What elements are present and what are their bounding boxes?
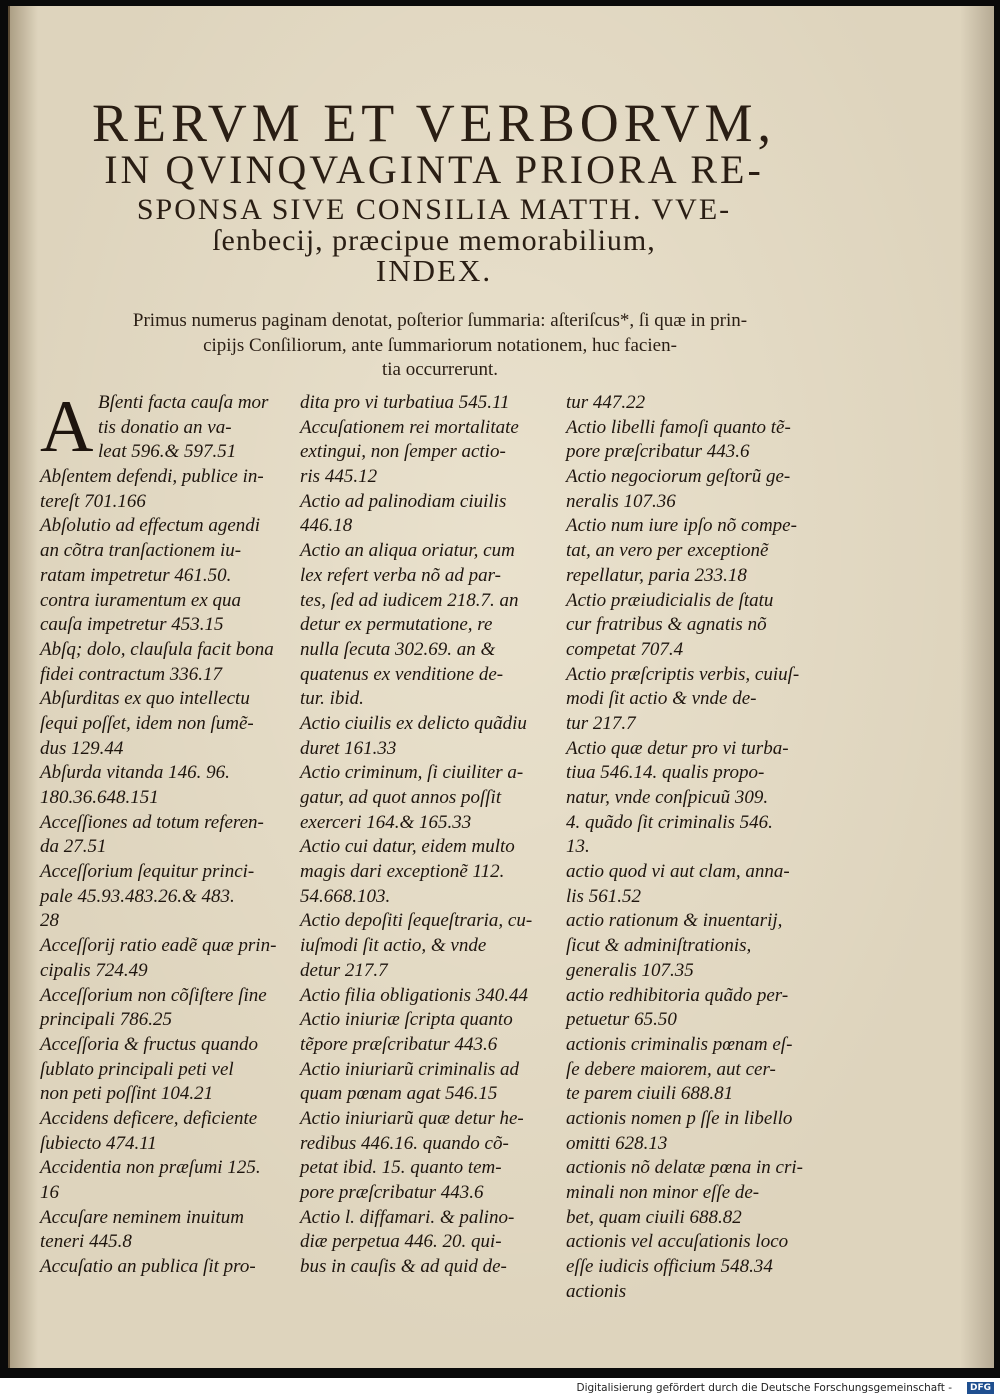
book-page [8, 6, 994, 1368]
index-entry-line: Acceſſiones ad totum referen- [40, 811, 264, 833]
index-entry-line: Abſq; dolo, clauſula facit bona [40, 638, 274, 660]
index-entry-line: non peti poſſint 104.21 [40, 1083, 214, 1105]
index-entry-line: tiua 546.14. qualis propo- [566, 762, 765, 784]
index-entry-line: ſe debere maiorem, aut cer- [566, 1058, 776, 1080]
drop-cap-letter: A [40, 386, 94, 468]
index-entry-line: Actio negociorum geſtorũ ge- [566, 466, 791, 488]
index-entry-line: neralis 107.36 [566, 490, 676, 512]
index-entry-line: detur ex permutatione, re [300, 614, 493, 636]
index-entry-line: actionis [566, 1280, 627, 1302]
index-entry-line: pale 45.93.483.26.& 483. [40, 885, 235, 907]
index-entry-line: 13. [566, 836, 590, 858]
digitization-footer [0, 1378, 1000, 1399]
index-entry-line: tẽpore præſcribatur 443.6 [300, 1033, 498, 1055]
index-entry-line: Actio iniuriarũ quæ detur he- [300, 1107, 524, 1129]
index-entry-line: an cõtra tranſactionem iu- [40, 540, 242, 562]
index-entry-line: iuſmodi ſit actio, & vnde [300, 935, 487, 957]
index-entry-line: Accidentia non præſumi 125. [40, 1157, 261, 1179]
index-entry-line: diæ perpetua 446. 20. qui- [300, 1231, 502, 1253]
index-entry-line: tis donatio an va- [98, 416, 232, 438]
index-entry-line: redibus 446.16. quando cõ- [300, 1132, 509, 1154]
index-title-line-4: ſenbecij, præcipue memorabilium, [212, 224, 656, 257]
index-entry-line: Accuſatio an publica ſit pro- [40, 1256, 256, 1278]
index-entry-line: actionis nomen p ſſe in libello [566, 1107, 793, 1129]
index-entry-line: quam pœnam agat 546.15 [300, 1083, 498, 1105]
index-entry-line: petuetur 65.50 [566, 1009, 677, 1031]
index-entry-line: actio quod vi aut clam, anna- [566, 861, 790, 883]
index-title-line-1: RERVM ET VERBORVM, [92, 93, 776, 153]
index-entry-line: Actio filia obligationis 340.44 [300, 984, 528, 1006]
index-entry-line: Acceſſorij ratio eadẽ quæ prin- [40, 935, 277, 957]
index-entry-line: Accuſare neminem inuitum [40, 1206, 245, 1228]
index-entry-line: tes, ſed ad iudicem 218.7. an [300, 589, 519, 611]
index-entry-line: bet, quam ciuili 688.82 [566, 1206, 742, 1228]
index-entry-line: Actio num iure ipſo nõ compe- [566, 515, 797, 537]
index-entry-line: dita pro vi turbatiua 545.11 [300, 392, 510, 413]
index-entry-line: Acceſſoria & fructus quando [40, 1033, 258, 1055]
index-entry-line: cipalis 724.49 [40, 959, 148, 981]
index-entry-line: repellatur, paria 233.18 [566, 564, 747, 586]
index-entry-line: Acceſſorium ſequitur princi- [40, 861, 255, 883]
index-entry-line: Actio l. diffamari. & palino- [300, 1206, 515, 1228]
index-note-line-3: tia occurrerunt. [381, 359, 499, 380]
index-entry-line: principali 786.25 [40, 1009, 172, 1031]
index-entry-line: ſequi poſſet, idem non ſumẽ- [40, 712, 254, 734]
index-entry-line: ſicut & adminiſtrationis, [566, 935, 752, 957]
index-entry-line: Abſurditas ex quo intellectu [40, 688, 250, 710]
index-entry-line: eſſe iudicis officium 548.34 [566, 1256, 773, 1278]
index-entry-line: te parem ciuili 688.81 [566, 1083, 734, 1105]
index-entry-line: da 27.51 [40, 836, 107, 858]
index-entry-line: extingui, non ſemper actio- [300, 441, 506, 463]
index-entry-line: Actio depoſiti ſequeſtraria, cu- [300, 910, 533, 932]
index-entry-line: magis dari exceptionẽ 112. [300, 861, 505, 883]
index-entry-line: detur 217.7 [300, 959, 388, 981]
index-entry-line: 446.18 [300, 515, 353, 537]
index-entry-line: Actio iniuriæ ſcripta quanto [300, 1009, 513, 1031]
index-entry-line: tat, an vero per exceptionẽ [566, 540, 769, 562]
index-entry-line: actionis criminalis pœnam eſ- [566, 1033, 793, 1055]
index-title-line-2: IN QVINQVAGINTA PRIORA RE- [104, 147, 764, 192]
index-entry-line: fidei contractum 336.17 [40, 663, 223, 685]
index-entry-line: pore præſcribatur 443.6 [300, 1182, 484, 1203]
index-entry-line: Abſentem defendi, publice in- [40, 466, 264, 488]
index-entry-line: teneri 445.8 [40, 1231, 132, 1253]
index-entry-line: Actio quæ detur pro vi turba- [566, 737, 789, 759]
index-entry-line: modi ſit actio & vnde de- [566, 688, 757, 710]
index-entry-line: Bſenti facta cauſa mor [98, 392, 269, 413]
index-entry-line: lis 561.52 [566, 885, 641, 907]
index-title-line-5: INDEX. [375, 253, 493, 288]
index-entry-line: omitti 628.13 [566, 1132, 668, 1154]
index-entry-line: 4. quãdo ſit criminalis 546. [566, 811, 773, 833]
index-entry-line: bus in cauſis & ad quid de- [300, 1256, 507, 1278]
index-entry-line: cauſa impetretur 453.15 [40, 614, 224, 636]
index-entry-line: Accidens deficere, deficiente [40, 1107, 258, 1129]
index-entry-line: Actio præſcriptis verbis, cuiuſ- [566, 663, 800, 685]
index-entry-line: tur 217.7 [566, 712, 636, 734]
index-entry-line: duret 161.33 [300, 737, 397, 759]
index-entry-line: actio rationum & inuentarij, [566, 910, 783, 932]
index-entry-line: Acceſſorium non cõſiſtere ſine [40, 984, 267, 1006]
index-entry-line: exerceri 164.& 165.33 [300, 811, 472, 833]
index-entry-line: competat 707.4 [566, 638, 684, 660]
index-entry-line: Actio criminum, ſi ciuiliter a- [300, 762, 524, 784]
index-entry-line: tur 447.22 [566, 392, 646, 413]
index-entry-line: Actio iniuriarũ criminalis ad [300, 1058, 520, 1080]
index-entry-line: Actio libelli famoſi quanto tẽ- [566, 416, 791, 438]
index-entry-line: Accuſationem rei mortalitate [300, 416, 519, 438]
index-title-line-3: SPONSA SIVE CONSILIA MATTH. VVE- [136, 193, 732, 226]
index-entry-line: Abſolutio ad effectum agendi [40, 515, 261, 537]
index-entry-line: cur fratribus & agnatis nõ [566, 614, 767, 636]
index-entry-line: actio redhibitoria quãdo per- [566, 984, 789, 1006]
dfg-logo: DFG [967, 1382, 994, 1394]
index-entry-line: 180.36.648.151 [40, 787, 159, 808]
index-entry-line: contra iuramentum ex qua [40, 589, 242, 611]
index-entry-line: Abſurda vitanda 146. 96. [40, 762, 230, 784]
index-entry-line: 28 [40, 910, 59, 932]
dfg-funding-note: Digitalisierung gefördert durch die Deutsche Forschungsgemeinschaft - [576, 1382, 952, 1394]
index-entry-line: minali non minor eſſe de- [566, 1182, 760, 1203]
index-entry-line: leat 596.& 597.51 [98, 441, 237, 463]
index-entry-line: pore præſcribatur 443.6 [566, 441, 750, 463]
index-note-line-2: cipijs Conſiliorum, ante ſummariorum notationem, huc facien- [203, 335, 677, 356]
index-entry-line: Actio præiudicialis de ſtatu [566, 589, 774, 611]
index-entry-line: tur. ibid. [300, 688, 364, 710]
index-entry-line: nulla ſecuta 302.69. an & [300, 638, 496, 660]
index-entry-line: actionis nõ delatæ pœna in cri- [566, 1157, 803, 1179]
index-entry-line: 54.668.103. [300, 885, 391, 907]
index-entry-line: lex refert verba nõ ad par- [300, 564, 502, 586]
index-entry-line: gatur, ad quot annos poſſit [300, 787, 502, 808]
index-entry-line: natur, vnde conſpicuũ 309. [566, 787, 769, 808]
index-note-line-1: Primus numerus paginam denotat, poſterior ſummaria: aſteriſcus*, ſi quæ in prin- [132, 310, 748, 331]
index-entry-line: Actio ciuilis ex delicto quãdiu [300, 712, 527, 734]
index-column-2 [300, 391, 558, 1280]
index-entry-line: ſublato principali peti vel [40, 1058, 234, 1080]
index-entry-line: ratam impetretur 461.50. [40, 564, 232, 586]
index-entry-line: petat ibid. 15. quanto tem- [300, 1157, 502, 1179]
index-entry-line: 16 [40, 1182, 59, 1203]
index-entry-line: Actio cui datur, eidem multo [300, 836, 515, 858]
index-entry-line: ris 445.12 [300, 466, 378, 488]
index-entry-line: generalis 107.35 [566, 959, 694, 981]
index-entry-line: dus 129.44 [40, 737, 124, 759]
index-entry-line: tereſt 701.166 [40, 490, 146, 512]
index-entry-line: ſubiecto 474.11 [40, 1132, 157, 1154]
index-column-3 [566, 391, 824, 1304]
index-entry-line: quatenus ex venditione de- [300, 663, 504, 685]
index-entry-line: Actio an aliqua oriatur, cum [300, 540, 515, 562]
index-entry-line: actionis vel accuſationis loco [566, 1231, 789, 1253]
index-entry-line: Actio ad palinodiam ciuilis [300, 490, 507, 512]
index-column-1 [40, 386, 302, 1280]
